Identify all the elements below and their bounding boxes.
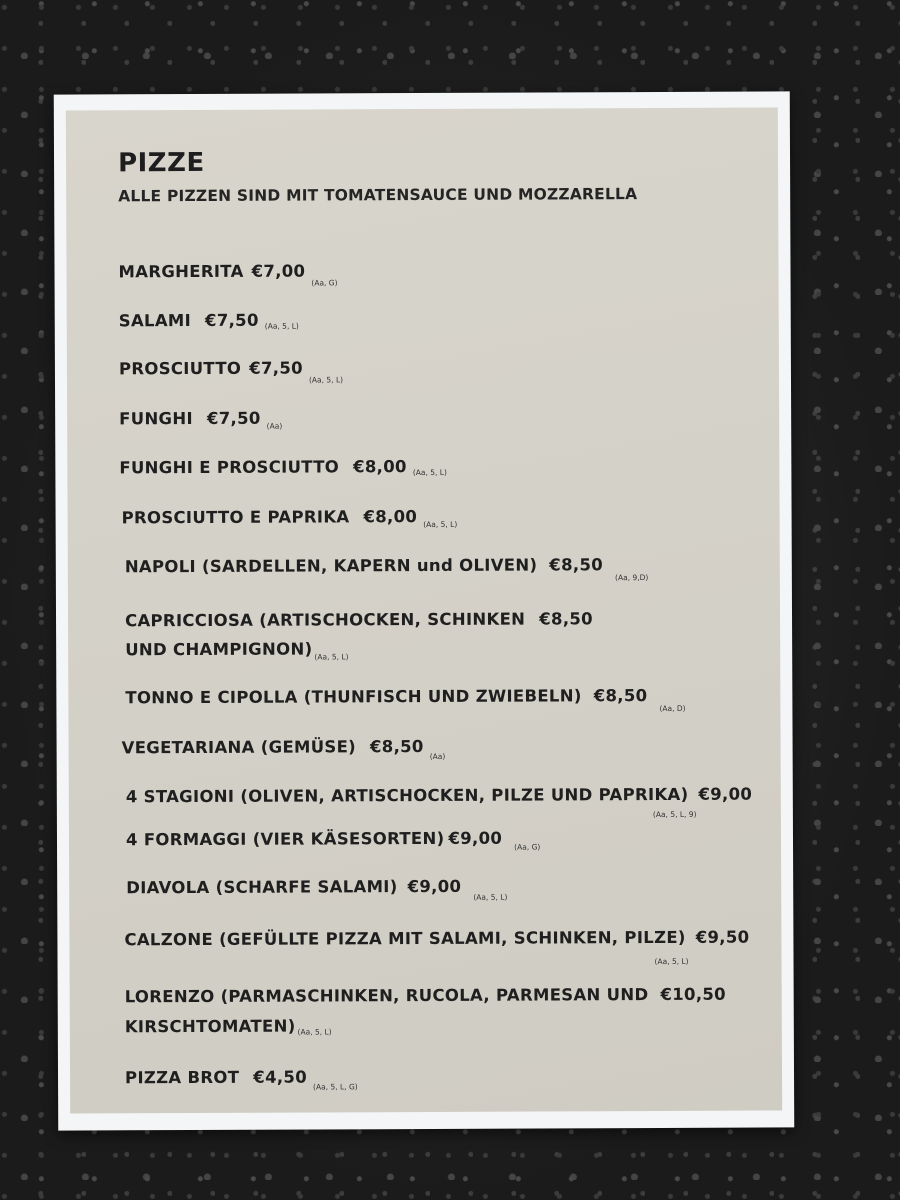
menu-item <box>125 980 727 1046</box>
menu-item <box>125 550 649 585</box>
item-price: €9,00 <box>448 828 503 848</box>
item-price: €8,50 <box>593 686 648 706</box>
item-price: €10,50 <box>660 984 726 1004</box>
item-price: €9,00 <box>407 876 462 897</box>
item-name: 4 STAGIONI (OLIVEN, ARTISCHOCKEN, PILZE UND PAPRIKA) <box>125 784 689 807</box>
item-name: VEGETARIANA (GEMÜSE) <box>121 737 357 758</box>
item-name-line2: UND CHAMPIGNON) <box>125 639 313 660</box>
item-allergens: (Aa, 5, L) <box>314 652 349 662</box>
item-allergens: (Aa, 5, L) <box>412 467 447 478</box>
item-allergens: (Aa, 5, L) <box>264 321 299 331</box>
item-price: €7,50 <box>206 408 261 428</box>
item-price: €4,50 <box>253 1067 308 1087</box>
item-name: PIZZA BROT <box>124 1067 240 1088</box>
item-price: €8,50 <box>369 737 424 757</box>
item-name-line2: KIRSCHTOMATEN) <box>124 1016 296 1037</box>
item-allergens: (Aa, 5, L) <box>308 375 344 385</box>
item-allergens: (Aa, G) <box>514 842 541 852</box>
item-name: CAPRICCIOSA (ARTISCHOCKEN, SCHINKEN <box>124 609 526 631</box>
item-price: €7,50 <box>204 310 259 330</box>
item-name: TONNO E CIPOLLA (THUNFISCH UND ZWIEBELN) <box>125 686 582 708</box>
menu-item <box>122 502 458 536</box>
menu-item <box>119 306 299 340</box>
item-allergens: (Aa, 9,D) <box>615 573 649 583</box>
item-name: CALZONE (GEFÜLLTE PIZZA MIT SALAMI, SCHINKEN, PILZE) <box>124 927 686 950</box>
menu-item <box>125 780 753 820</box>
menu-item <box>125 1062 358 1096</box>
item-allergens: (Aa, 5, L, G) <box>313 1082 358 1092</box>
item-name: PROSCIUTTO <box>118 358 242 379</box>
item-price: €9,50 <box>695 927 750 947</box>
item-price: €9,00 <box>698 784 753 804</box>
item-name: DIAVOLA (SCHARFE SALAMI) <box>126 877 398 898</box>
menu-item <box>125 604 593 667</box>
item-price: €7,00 <box>251 261 306 281</box>
item-name: LORENZO (PARMASCHINKEN, RUCOLA, PARMESAN UND <box>124 985 649 1007</box>
menu-item <box>125 681 685 716</box>
item-name: NAPOLI (SARDELLEN, KAPERN und OLIVEN) <box>124 555 538 577</box>
menu-sheet <box>54 91 795 1130</box>
menu-item <box>118 256 337 290</box>
menu-item <box>119 452 447 486</box>
item-allergens: (Aa, 5, L, 9) <box>652 809 697 820</box>
menu-panel <box>66 107 782 1113</box>
item-price: €8,00 <box>363 507 418 527</box>
item-name: SALAMI <box>118 311 192 331</box>
item-name: FUNGHI E PROSCIUTTO <box>119 457 340 478</box>
item-allergens: (Aa, 5, L) <box>297 1027 332 1037</box>
item-name: FUNGHI <box>119 409 193 429</box>
item-name: PROSCIUTTO E PAPRIKA <box>121 507 350 528</box>
item-allergens: (Aa) <box>266 421 283 431</box>
item-allergens: (Aa, G) <box>311 278 338 288</box>
menu-title: PIZZE <box>117 147 205 179</box>
item-price: €8,00 <box>353 457 407 477</box>
item-price: €8,50 <box>549 555 604 575</box>
menu-item <box>122 732 446 766</box>
menu-subtitle: ALLE PIZZEN SIND MIT TOMATENSAUCE UND MOZZARELLA <box>118 185 638 206</box>
menu-item <box>119 404 282 438</box>
item-allergens: (Aa) <box>429 751 446 761</box>
item-allergens: (Aa, D) <box>659 703 686 713</box>
item-price: €7,50 <box>249 358 303 378</box>
menu-item <box>119 353 343 387</box>
item-allergens: (Aa, 5, L) <box>473 892 508 902</box>
menu-item <box>124 923 750 966</box>
item-name: MARGHERITA <box>118 261 244 282</box>
item-allergens: (Aa, 5, L) <box>423 519 458 530</box>
item-price: €8,50 <box>539 609 593 629</box>
menu-item <box>126 872 507 907</box>
item-allergens: (Aa, 5, L) <box>654 956 689 966</box>
item-name: 4 FORMAGGI (VIER KÄSESORTEN) <box>125 828 445 850</box>
menu-item <box>126 823 540 858</box>
